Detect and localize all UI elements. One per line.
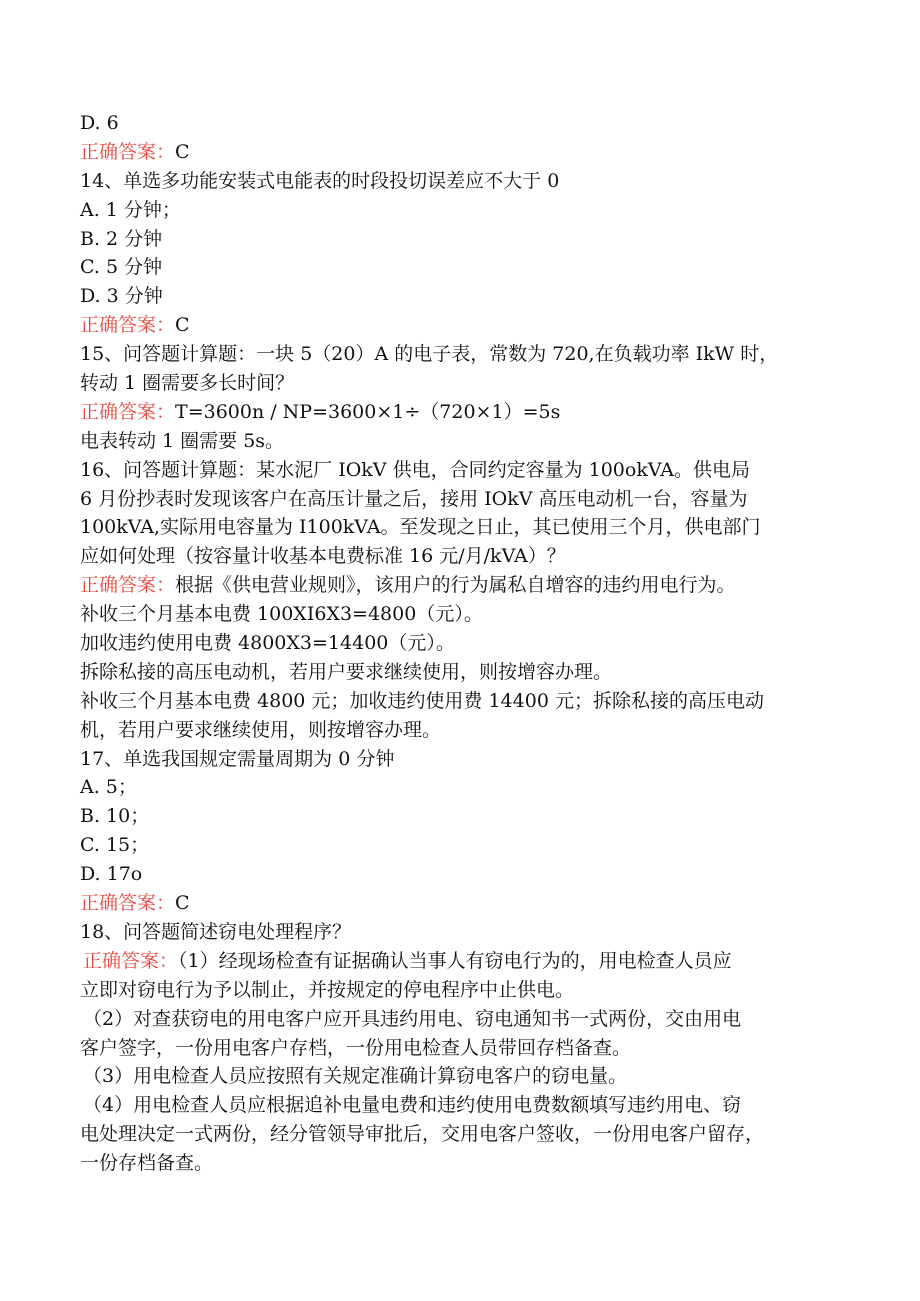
- line-text: 立即对窃电行为予以制止，并按规定的停电程序中止供电。: [80, 978, 575, 1001]
- text-line: [80, 831, 860, 860]
- line-text: （2）对查获窃电的用电客户应开具违约用电、窃电通知书一式两份，交由用电: [83, 1007, 742, 1030]
- line-text: 拆除私接的高压电动机，若用户要求继续使用，则按增容办理。: [80, 660, 613, 683]
- line-text: C. 5 分钟: [80, 256, 163, 279]
- text-line: [80, 802, 860, 831]
- line-text: 补收三个月基本电费 4800 元；加收违约使用费 14400 元；拆除私接的高压电动: [80, 689, 764, 712]
- line-text: （4）用电检查人员应根据追补电量电费和违约使用电费数额填写违约用电、窃: [83, 1094, 742, 1117]
- line-text: 转动 1 圈需要多长时间？: [80, 372, 295, 395]
- text-line: [80, 542, 860, 571]
- text-line: [80, 485, 860, 514]
- text-line: [80, 745, 860, 774]
- answer-label: 正确答案：: [80, 574, 176, 597]
- line-text: 一份存档备查。: [80, 1152, 214, 1175]
- answer-line: [80, 571, 860, 600]
- line-text: 电表转动 1 圈需要 5s。: [80, 429, 285, 452]
- line-text: 14、单选多功能安装式电能表的时段投切误差应不大于 0: [80, 169, 560, 192]
- text-line: [80, 282, 860, 311]
- line-text: 应如何处理（按容量计收基本电费标准 16 元/月/kVA）？: [80, 545, 566, 568]
- line-text: B. 2 分钟: [80, 227, 163, 250]
- line-text: 加收违约使用电费 4800X3=14400（元）。: [80, 632, 455, 655]
- text-line: [80, 109, 860, 138]
- answer-line: [80, 398, 860, 427]
- text-line: [80, 976, 860, 1005]
- line-text: 6 月份抄表时发现该客户在高压计量之后，接用 IOkV 高压电动机一台，容量为: [80, 487, 748, 510]
- answer-label: 正确答案：: [80, 400, 176, 423]
- answer-line: [80, 311, 860, 340]
- line-text: （3）用电检查人员应按照有关规定准确计算窃电客户的窃电量。: [83, 1065, 628, 1088]
- text-line: [80, 629, 860, 658]
- answer-line: [80, 138, 860, 167]
- answer-line: [80, 889, 860, 918]
- text-line: [80, 1062, 860, 1091]
- answer-label: 正确答案：: [80, 892, 176, 915]
- text-line: [80, 167, 860, 196]
- line-text: 18、问答题简述窃电处理程序？: [80, 920, 352, 943]
- text-line: [80, 600, 860, 629]
- text-line: [80, 716, 860, 745]
- answer-line: [80, 947, 860, 976]
- line-text: 机，若用户要求继续使用，则按增容办理。: [80, 718, 442, 741]
- text-line: [80, 860, 860, 889]
- answer-text: （1）经现场检查有证据确认当事人有窃电行为的，用电检查人员应: [178, 949, 732, 972]
- text-line: [80, 1034, 860, 1063]
- answer-label: 正确答案：: [83, 949, 179, 972]
- answer-text: C: [175, 314, 190, 337]
- line-text: 客户签字，一份用电客户存档，一份用电检查人员带回存档备查。: [80, 1036, 632, 1059]
- line-text: C. 15；: [80, 834, 150, 857]
- text-line: [80, 773, 860, 802]
- answer-text: C: [175, 892, 190, 915]
- text-line: [80, 196, 860, 225]
- text-line: [80, 658, 860, 687]
- text-line: [80, 1091, 860, 1120]
- answer-label: 正确答案：: [80, 314, 176, 337]
- text-line: [80, 918, 860, 947]
- text-line: [80, 687, 860, 716]
- line-text: A. 1 分钟；: [80, 198, 181, 221]
- text-line: [80, 340, 860, 369]
- answer-text: 根据《供电营业规则》，该用户的行为属私自增容的违约用电行为。: [175, 574, 736, 597]
- line-text: 100kVA,实际用电容量为 I100kVA。至发现之日止，其已使用三个月，供电部门: [80, 516, 761, 539]
- text-line: [80, 253, 860, 282]
- line-text: B. 10；: [80, 805, 150, 828]
- line-text: D. 6: [80, 112, 119, 134]
- text-line: [80, 427, 860, 456]
- answer-label: 正确答案：: [80, 140, 176, 163]
- text-line: [80, 456, 860, 485]
- line-text: 补收三个月基本电费 100XI6X3=4800（元）。: [80, 603, 483, 626]
- line-text: 16、问答题计算题：某水泥厂 IOkV 供电，合同约定容量为 100okVA。供电局: [80, 458, 750, 481]
- text-line: [80, 1120, 860, 1149]
- line-text: 15、问答题计算题：一块 5（20）A 的电子表，常数为 720,在负载功率 IkW 时，: [80, 343, 779, 366]
- text-line: [80, 369, 860, 398]
- text-line: [80, 225, 860, 254]
- document-body: [80, 109, 860, 1178]
- line-text: A. 5；: [80, 776, 137, 799]
- line-text: D. 17o: [80, 863, 143, 886]
- line-text: D. 3 分钟: [80, 285, 163, 308]
- answer-text: T=3600n / NP=3600×1÷（720×1）=5s: [175, 400, 561, 423]
- text-line: [80, 513, 860, 542]
- text-line: [80, 1005, 860, 1034]
- answer-text: C: [175, 140, 190, 163]
- line-text: 17、单选我国规定需量周期为 0 分钟: [80, 747, 395, 770]
- text-line: [80, 1149, 860, 1178]
- line-text: 电处理决定一式两份，经分管领导审批后，交用电客户签收，一份用电客户留存，: [80, 1123, 765, 1146]
